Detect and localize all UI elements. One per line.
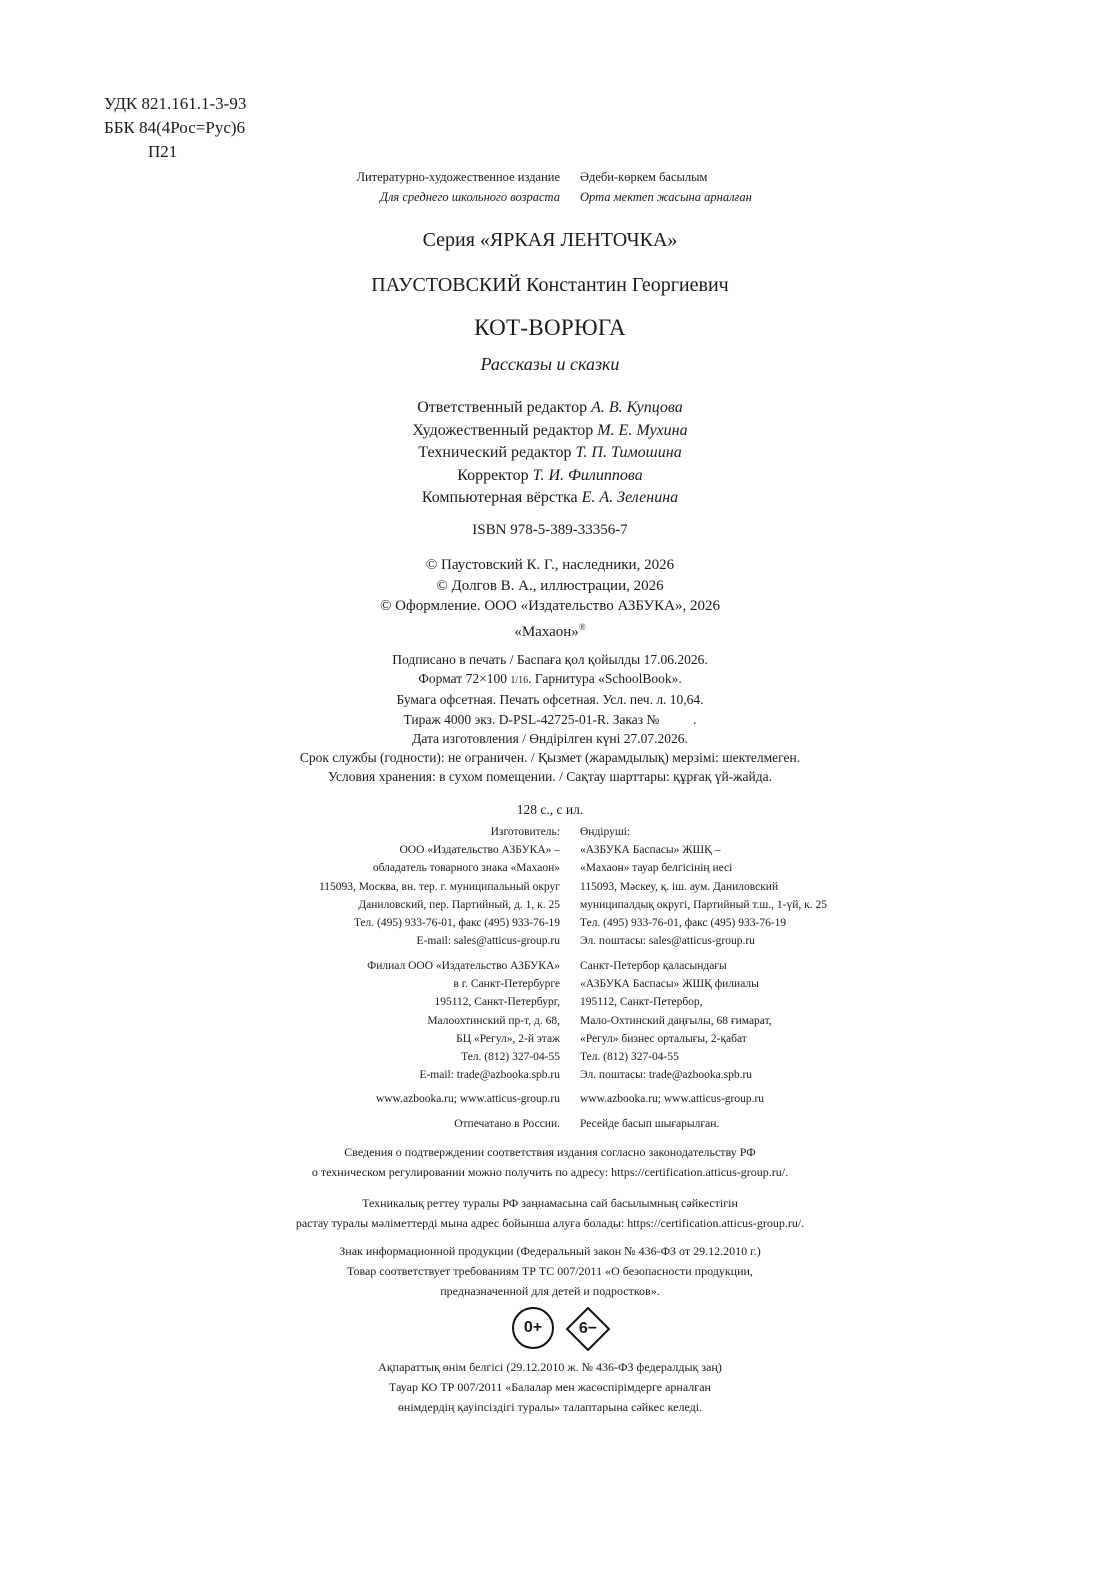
branch-kz-line: Тел. (812) 327-04-55 <box>580 1051 679 1064</box>
certification-ru-line: о техническом регулировании можно получить по адресу: https://certification.atticus-group.ru/. <box>311 1165 789 1179</box>
maker-ru-line: Даниловский, пер. Партийный, д. 1, к. 25 <box>358 898 560 911</box>
page-count: 128 с., с ил. <box>516 802 584 817</box>
trademark-name: «Махаон» <box>514 623 579 640</box>
printed-in-ru: Отпечатано в России. <box>454 1118 560 1130</box>
staff-person: М. Е. Мухина <box>597 421 688 439</box>
certification-kz-line: Техникалық реттеу туралы РФ заңнамасына сай басылымның сәйкестігін <box>362 1196 738 1210</box>
info-product-ru-line: Знак информационной продукции (Федеральный закон № 436-ФЗ от 29.12.2010 г.) <box>339 1244 761 1258</box>
branch-kz-line: Эл. поштасы: trade@azbooka.spb.ru <box>580 1069 753 1082</box>
maker-kz-line: 115093, Мәскеу, қ. іш. аум. Даниловский <box>580 880 779 893</box>
staff-row <box>0 442 1100 465</box>
shelf-life: Срок службы (годности): не ограничен. / Қызмет (жарамдылық) мерзімі: шектелмеген. <box>299 750 801 766</box>
edition-age-kz: Орта мектеп жасына арналған <box>580 190 752 204</box>
staff-person: Т. П. Тимошина <box>575 444 682 462</box>
maker-ru-line: обладатель товарного знака «Махаон» <box>372 862 560 875</box>
staff-row <box>0 487 1100 510</box>
info-product-kz-line: Тауар КО ТР 007/2011 «Балалар мен жасөспірімдерге арналған <box>389 1380 711 1394</box>
maker-kz-line: «АЗБУКА Баспасы» ЖШҚ – <box>580 844 721 857</box>
staff-role: Ответственный редактор <box>417 399 588 416</box>
staff-row <box>0 420 1100 443</box>
branch-kz-line: 195112, Санкт-Петербор, <box>580 996 703 1009</box>
branch-ru-line: 195112, Санкт-Петербург, <box>434 996 560 1009</box>
maker-ru-line: Тел. (495) 933-76-01, факс (495) 933-76-19 <box>353 917 560 930</box>
maker-ru-line: ООО «Издательство АЗБУКА» – <box>399 844 560 857</box>
copyright-block <box>0 555 1100 642</box>
author-mark: П21 <box>148 142 178 161</box>
staff-person: Т. И. Филиппова <box>532 466 643 484</box>
copyright-line: © Долгов В. А., иллюстрации, 2026 <box>436 577 664 594</box>
registered-mark: ® <box>578 621 586 632</box>
bbk-code: ББК 84(4Рос=Рус)6 <box>104 118 246 137</box>
copyright-line: © Паустовский К. Г., наследники, 2026 <box>425 557 675 573</box>
branch-kz-line: «АЗБУКА Баспасы» ЖШҚ филиалы <box>580 978 759 991</box>
staff-role: Корректор <box>457 466 529 484</box>
info-product-kz-line: Ақпараттық өнім белгісі (29.12.2010 ж. № 436-ФЗ федералдық заң) <box>378 1360 722 1374</box>
age-circle-badge: 0+ <box>512 1307 554 1349</box>
book-subtitle: Рассказы и сказки <box>480 354 620 374</box>
branch-ru-line: БЦ «Регул», 2-й этаж <box>456 1032 560 1045</box>
branch-ru-line: E-mail: trade@azbooka.spb.ru <box>419 1069 560 1082</box>
edition-age-ru: Для среднего школьного возраста <box>380 190 560 204</box>
branch-ru-line: в г. Санкт-Петербурге <box>453 978 560 991</box>
print-run: Тираж 4000 экз. D-PSL-42725-01-R. Заказ № . <box>403 711 697 727</box>
copyright-line: © Оформление. ООО «Издательство АЗБУКА», 2026 <box>380 598 720 614</box>
info-product-ru-line: Товар соответствует требованиям ТР ТС 007/2011 «О безопасности продукции, <box>347 1264 753 1278</box>
series-title: Серия «ЯРКАЯ ЛЕНТОЧКА» <box>422 229 678 251</box>
maker-kz-line: Эл. поштасы: sales@atticus-group.ru <box>580 935 755 948</box>
staff-list <box>0 397 1100 510</box>
format-fraction: 1/16 <box>510 675 529 687</box>
edition-type-kz: Әдеби-көркем басылым <box>580 170 708 184</box>
age-diamond-badge <box>566 1309 610 1353</box>
age-rating-badges <box>512 1307 622 1351</box>
staff-role: Компьютерная вёрстка <box>421 489 578 507</box>
udk-code: УДК 821.161.1-3-93 <box>104 94 247 113</box>
author-name: ПАУСТОВСКИЙ Константин Георгиевич <box>371 274 729 296</box>
maker-ru-line: Изготовитель: <box>490 826 560 838</box>
printed-in-kz: Ресейде басып шығарылған. <box>580 1118 720 1130</box>
maker-kz-line: «Махаон» тауар белгісінің иесі <box>580 862 733 875</box>
isbn: ISBN 978-5-389-33356-7 <box>472 522 628 538</box>
info-product-ru-line: предназначенной для детей и подростков». <box>440 1284 660 1298</box>
staff-person: А. В. Купцова <box>591 399 683 416</box>
certification-kz-line: растау туралы мәліметтерді мына адрес бойынша алуға болады: https://certification.atticus-group.ru/. <box>295 1216 805 1230</box>
branch-ru <box>367 957 560 1084</box>
maker-kz-line: муниципалдық округі, Партийный т.ш., 1-үй, к. 25 <box>580 898 827 911</box>
book-title: КОТ-ВОРЮГА <box>474 315 626 340</box>
certification-kz <box>0 1193 1100 1233</box>
staff-role: Художественный редактор <box>412 421 594 439</box>
certification-ru <box>0 1142 1100 1182</box>
signed-date: Подписано в печать / Баспаға қол қойылды 17.06.2026. <box>392 652 708 667</box>
staff-role: Технический редактор <box>418 444 572 462</box>
maker-kz-line: Тел. (495) 933-76-01, факс (495) 933-76-19 <box>580 917 787 930</box>
copyright-line <box>0 617 1100 643</box>
staff-person: Е. А. Зеленина <box>581 489 679 507</box>
branch-kz <box>580 957 772 1084</box>
branch-kz-line: Мало-Охтинский даңғылы, 68 ғимарат, <box>580 1014 772 1027</box>
age-diamond-label: 6− <box>578 1320 598 1337</box>
branch-ru-line: Малоохтинский пр-т, д. 68, <box>427 1014 560 1027</box>
branch-kz-line: Санкт-Петербор қаласындағы <box>580 960 727 972</box>
staff-row <box>0 397 1100 420</box>
info-product-ru <box>0 1241 1100 1301</box>
book-format: Формат 72×100 1/16. Гарнитура «SchoolBook». <box>418 671 682 687</box>
storage-conditions: Условия хранения: в сухом помещении. / Сақтау шарттары: құрғақ үй-жайда. <box>328 769 772 785</box>
edition-type-ru: Литературно-художественное издание <box>356 170 560 184</box>
branch-ru-line: Тел. (812) 327-04-55 <box>461 1051 560 1064</box>
website-links-kz: www.azbooka.ru; www.atticus-group.ru <box>580 1093 765 1105</box>
staff-row <box>0 465 1100 488</box>
manufacture-date: Дата изготовления / Өндірілген күні 27.07.2026. <box>412 730 688 746</box>
info-product-kz <box>0 1357 1100 1417</box>
maker-ru-line: E-mail: sales@atticus-group.ru <box>416 935 560 948</box>
branch-ru-line: Филиал ООО «Издательство АЗБУКА» <box>367 960 560 972</box>
paper-info: Бумага офсетная. Печать офсетная. Усл. печ. л. 10,64. <box>396 692 704 708</box>
print-meta <box>0 650 1100 786</box>
certification-ru-line: Сведения о подтверждении соответствия издания согласно законодательству РФ <box>344 1145 756 1159</box>
info-product-kz-line: өнімдердің қауіпсіздігі туралы» талаптарына сәйкес келеді. <box>397 1400 703 1414</box>
maker-ru-line: 115093, Москва, вн. тер. г. муниципальный округ <box>318 880 560 893</box>
maker-kz-line: Өндіруші: <box>580 826 631 838</box>
maker-ru <box>319 823 560 950</box>
website-links-ru: www.azbooka.ru; www.atticus-group.ru <box>375 1093 560 1105</box>
branch-kz-line: «Регул» бизнес орталығы, 2-қабат <box>580 1032 747 1045</box>
maker-kz <box>580 823 827 950</box>
